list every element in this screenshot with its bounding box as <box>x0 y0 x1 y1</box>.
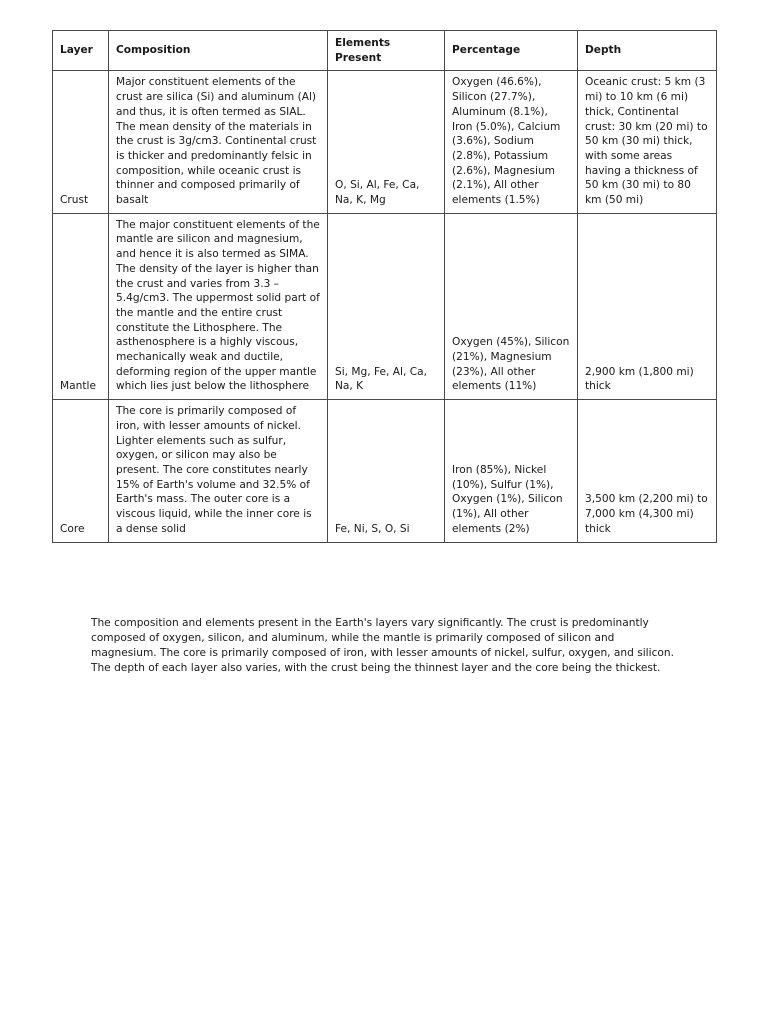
cell-elements: O, Si, Al, Fe, Ca, Na, K, Mg <box>328 71 445 213</box>
cell-layer: Mantle <box>53 213 109 399</box>
cell-composition: The major constituent elements of the mantle are silicon and magnesium, and hence it is also termed as SIMA. The density of the layer is higher than the crust and varies from 3.3 – 5.4g/cm3. The uppermost solid part of the mantle and the entire crust constitute the Lithosphere. The asthenosphere is a highly viscous, mechanically weak and ductile, deforming region of the upper mantle which lies just below the lithosphere <box>109 213 328 399</box>
table-header-row <box>53 31 717 71</box>
header-composition: Composition <box>109 31 328 71</box>
header-elements-present: Elements Present <box>328 31 445 71</box>
table-row-mantle <box>53 213 717 399</box>
cell-depth: 3,500 km (2,200 mi) to 7,000 km (4,300 mi) thick <box>578 400 717 542</box>
cell-layer: Crust <box>53 71 109 213</box>
cell-depth: 2,900 km (1,800 mi) thick <box>578 213 717 399</box>
table-row-crust <box>53 71 717 213</box>
cell-elements: Si, Mg, Fe, Al, Ca, Na, K <box>328 213 445 399</box>
cell-percentage: Oxygen (46.6%), Silicon (27.7%), Aluminum (8.1%), Iron (5.0%), Calcium (3.6%), Sodium (2.8%), Potassium (2.6%), Magnesium (2.1%), All other elements (1.5%) <box>445 71 578 213</box>
summary-paragraph: The composition and elements present in the Earth's layers vary significantly. The crust is predominantly composed of oxygen, silicon, and aluminum, while the mantle is primarily composed of silicon and magnesium. The core is primarily composed of iron, with lesser amounts of nickel, sulfur, oxygen, and silicon. The depth of each layer also varies, with the crust being the thinnest layer and the core being the thickest. <box>91 617 674 674</box>
cell-depth: Oceanic crust: 5 km (3 mi) to 10 km (6 mi) thick, Continental crust: 30 km (20 mi) to 50 km (30 mi) thick, with some areas having a thickness of 50 km (30 mi) to 80 km (50 mi) <box>578 71 717 213</box>
header-layer: Layer <box>53 31 109 71</box>
header-percentage: Percentage <box>445 31 578 71</box>
cell-composition: Major constituent elements of the crust are silica (Si) and aluminum (Al) and thus, it is often termed as SIAL. The mean density of the materials in the crust is 3g/cm3. Continental crust is thicker and predominantly felsic in composition, while oceanic crust is thinner and composed primarily of basalt <box>109 71 328 213</box>
cell-percentage: Iron (85%), Nickel (10%), Sulfur (1%), Oxygen (1%), Silicon (1%), All other elements (2%) <box>445 400 578 542</box>
cell-layer: Core <box>53 400 109 542</box>
earth-layers-table <box>52 30 717 543</box>
cell-elements: Fe, Ni, S, O, Si <box>328 400 445 542</box>
cell-composition: The core is primarily composed of iron, with lesser amounts of nickel. Lighter elements such as sulfur, oxygen, or silicon may also be present. The core constitutes nearly 15% of Earth's volume and 32.5% of Earth's mass. The outer core is a viscous liquid, while the inner core is a dense solid <box>109 400 328 542</box>
header-depth: Depth <box>578 31 717 71</box>
table-row-core <box>53 400 717 542</box>
cell-percentage: Oxygen (45%), Silicon (21%), Magnesium (23%), All other elements (11%) <box>445 213 578 399</box>
